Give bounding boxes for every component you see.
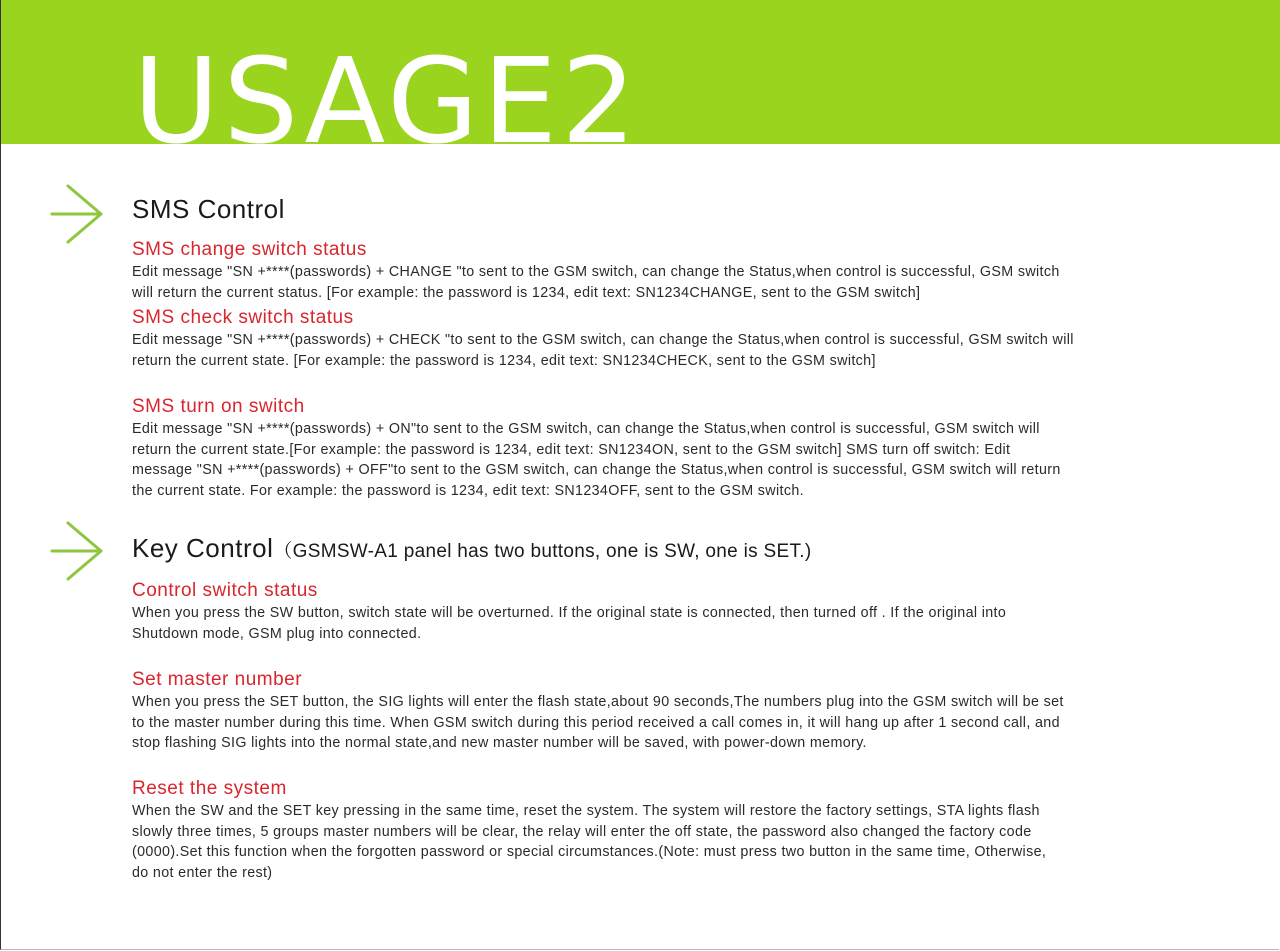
- sms-check-status-block: [132, 306, 1172, 371]
- key-control-note: （GSMSW-A1 panel has two buttons, one is SW, one is SET.): [273, 541, 812, 562]
- body-line: When you press the SW button, switch state will be overturned. If the original state is connected, then turned off . If the original into: [132, 605, 1007, 621]
- body-line: Shutdown mode, GSM plug into connected.: [132, 625, 422, 642]
- body-line: do not enter the rest): [132, 864, 273, 881]
- sms-turn-on-block: [132, 395, 1172, 501]
- subsection-title: SMS turn on switch: [132, 396, 305, 417]
- body-line: When the SW and the SET key pressing in the same time, reset the system. The system will restore the factory settings, STA lights flash: [132, 803, 1040, 819]
- sms-control-heading: SMS Control: [132, 194, 285, 224]
- subsection-title: Set master number: [132, 669, 303, 690]
- arrow-right-icon: [50, 520, 106, 582]
- body-line: Edit message "SN +****(passwords) + CHECK "to sent to the GSM switch, can change the Status,when control is successful, GSM switch will: [132, 332, 1074, 348]
- body-line: Edit message "SN +****(passwords) + ON"to sent to the GSM switch, can change the Status,when control is successful, GSM switch will: [132, 421, 1040, 437]
- body-line: to the master number during this time. When GSM switch during this period received a call comes in, it will hang up after 1 second call, and: [132, 714, 1060, 731]
- subsection-title: Reset the system: [132, 778, 287, 799]
- body-line: return the current state. [For example: the password is 1234, edit text: SN1234CHECK, sent to the GSM switch]: [132, 352, 876, 369]
- subsection-body: [132, 262, 1172, 303]
- body-line: Edit message "SN +****(passwords) + CHANGE "to sent to the GSM switch, can change the Status,when control is successful, GSM switch: [132, 264, 1060, 280]
- body-line: return the current state.[For example: the password is 1234, edit text: SN1234ON, sent to the GSM switch] SMS turn off switch: Edit: [132, 441, 1011, 458]
- sms-change-status-block: [132, 238, 1172, 303]
- body-line: slowly three times, 5 groups master numbers will be clear, the relay will enter the off state, the password also changed the factory code: [132, 823, 1032, 840]
- header-band: [0, 0, 1280, 144]
- body-line: When you press the SET button, the SIG lights will enter the flash state,about 90 seconds,The numbers plug into the GSM switch will be set: [132, 694, 1064, 710]
- key-control-heading: [132, 533, 811, 564]
- body-line: message "SN +****(passwords) + OFF"to sent to the GSM switch, can change the Status,when control is successful, GSM switch will return: [132, 462, 1061, 479]
- page-title: USAGE2: [133, 32, 641, 144]
- subsection-body: [132, 419, 1172, 501]
- subsection-body: [132, 603, 1172, 644]
- subsection-body: [132, 692, 1172, 754]
- body-line: (0000).Set this function when the forgotten password or special circumstances.(Note: must press two button in the same time, Otherwise,: [132, 844, 1047, 861]
- body-line: the current state. For example: the password is 1234, edit text: SN1234OFF, sent to the GSM switch.: [132, 482, 804, 499]
- set-master-number-block: [132, 668, 1172, 754]
- subsection-body: [132, 801, 1172, 883]
- subsection-body: [132, 330, 1172, 371]
- body-line: stop flashing SIG lights into the normal state,and new master number will be saved, with power-down memory.: [132, 735, 867, 752]
- subsection-title: SMS change switch status: [132, 239, 367, 260]
- arrow-right-icon: [50, 183, 106, 245]
- key-control-title: Key Control: [132, 533, 274, 563]
- body-line: will return the current status. [For example: the password is 1234, edit text: SN1234CHANGE, sent to the GSM switch]: [132, 284, 921, 301]
- reset-system-block: [132, 777, 1172, 883]
- subsection-title: Control switch status: [132, 580, 318, 601]
- subsection-title: SMS check switch status: [132, 307, 354, 328]
- control-switch-status-block: [132, 579, 1172, 644]
